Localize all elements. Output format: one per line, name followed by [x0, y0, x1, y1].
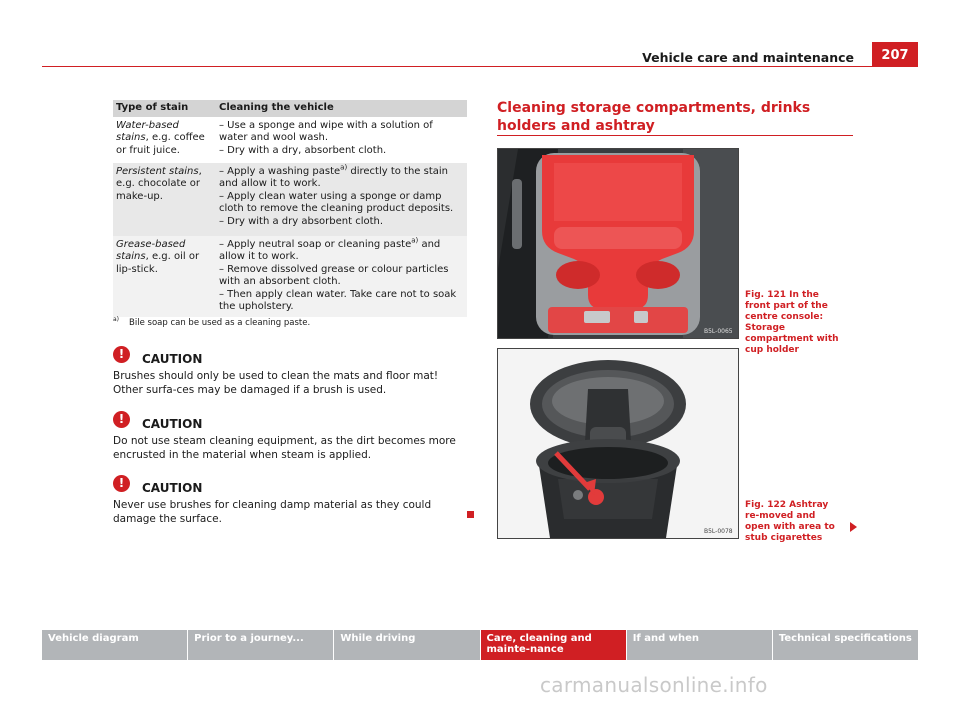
figure-code: B5L-0065	[704, 328, 733, 335]
cleaning-step: – Dry with a dry absorbent cloth.	[219, 215, 384, 227]
ashtray-illustration	[498, 349, 738, 538]
figure-centre-console	[497, 148, 739, 339]
table-header-row	[113, 100, 467, 117]
nav-tab-vehicle-diagram[interactable]: Vehicle diagram	[42, 630, 187, 660]
table-row	[113, 236, 467, 317]
nav-tab-if-and-when[interactable]: If and when	[627, 630, 772, 660]
stain-type-name: Persistent stains	[116, 165, 199, 177]
cleaning-steps-cell	[216, 236, 467, 317]
stain-type-cell	[113, 236, 216, 317]
nav-tab-technical-specs[interactable]: Technical specifications	[773, 630, 918, 660]
cleaning-step: – Apply clean water using a sponge or damp cloth to remove the cleaning product deposits.	[219, 190, 454, 214]
stain-type-cell	[113, 117, 216, 163]
stain-type-example: , e.g. chocolate or make-up.	[116, 165, 202, 202]
table-footnote	[113, 318, 310, 328]
nav-tab-prior-to-journey[interactable]: Prior to a journey...	[188, 630, 333, 660]
footnote-ref: a)	[340, 163, 348, 172]
cleaning-step: – Then apply clean water. Take care not to soak the upholstery.	[219, 288, 457, 312]
section-title-rule	[497, 135, 853, 136]
watermark-text: carmanualsonline.info	[540, 673, 768, 697]
cleaning-step: – Apply a washing paste$^{a)}$ directly to the stain and allow it to work.	[219, 163, 449, 189]
figure-caption: Fig. 121 In the front part of the centre console: Storage compartment with cup holder	[745, 290, 839, 355]
caution-box	[113, 346, 469, 397]
figure-caption: Fig. 122 Ashtray re-moved and open with area to stub cigarettes	[745, 500, 835, 543]
cleaning-step: – Use a sponge and wipe with a solution of water and wool wash.	[219, 119, 433, 143]
footnote-text: Bile soap can be used as a cleaning paste.	[129, 318, 311, 328]
nav-tab-while-driving[interactable]: While driving	[334, 630, 479, 660]
caution-title: CAUTION	[142, 417, 203, 431]
stain-type-cell	[113, 163, 216, 236]
cleaning-step: – Remove dissolved grease or colour particles with an absorbent cloth.	[219, 263, 449, 287]
cleaning-step: – Dry with a dry, absorbent cloth.	[219, 144, 387, 156]
footnote-ref: a)	[411, 236, 419, 245]
cleaning-steps-cell	[216, 117, 467, 163]
section-title: Cleaning storage compartments, drinks holders and ashtray	[497, 100, 811, 134]
figure-ashtray	[497, 348, 739, 539]
footnote-mark: a)	[113, 316, 120, 324]
caution-box	[113, 475, 469, 526]
figure-code: B5L-0078	[704, 528, 733, 535]
stain-cleaning-table	[113, 100, 467, 317]
table-row	[113, 163, 467, 236]
continue-arrow-icon	[850, 522, 857, 532]
chapter-nav-bar	[42, 630, 918, 660]
column-header-type: Type of stain	[113, 100, 216, 117]
caution-text: Brushes should only be used to clean the mats and floor mat! Other surfa-ces may be damaged if a brush is used.	[113, 370, 439, 396]
stain-type-name: Grease-based stains	[116, 238, 186, 262]
column-header-cleaning: Cleaning the vehicle	[216, 100, 467, 117]
stain-type-name: Water-based stains	[116, 119, 179, 143]
caution-text: Never use brushes for cleaning damp material as they could damage the surface.	[113, 499, 432, 525]
caution-text: Do not use steam cleaning equipment, as the dirt becomes more encrusted in the material when steam is applied.	[113, 435, 456, 461]
caution-icon: !	[113, 475, 130, 492]
nav-tab-care-cleaning[interactable]: Care, cleaning and mainte-nance	[481, 630, 626, 660]
caution-title: CAUTION	[142, 352, 203, 366]
running-header-title: Vehicle care and maintenance	[642, 50, 854, 65]
cleaning-step: – Apply neutral soap or cleaning paste$^{a)}$ and allow it to work.	[219, 236, 441, 262]
caution-icon: !	[113, 411, 130, 428]
cleaning-steps-cell	[216, 163, 467, 236]
page-number: 207	[872, 42, 918, 67]
caution-box	[113, 411, 469, 462]
section-end-marker	[467, 511, 474, 518]
caution-icon: !	[113, 346, 130, 363]
stain-type-example: , e.g. oil or lip-stick.	[116, 251, 200, 275]
header-rule	[42, 66, 918, 67]
caution-title: CAUTION	[142, 481, 203, 495]
table-row	[113, 117, 467, 163]
stain-type-example: , e.g. coffee or fruit juice.	[116, 132, 205, 156]
centre-console-illustration	[498, 149, 738, 338]
